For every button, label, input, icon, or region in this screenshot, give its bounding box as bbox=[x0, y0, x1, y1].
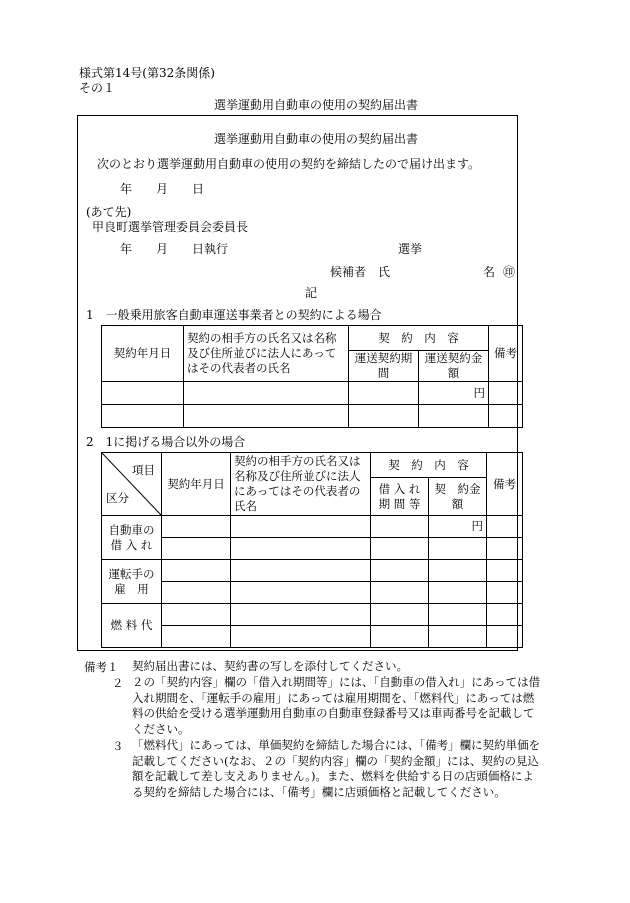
s2-cell bbox=[429, 560, 487, 582]
s1-col-amount: 運送契約金 額 bbox=[419, 351, 489, 382]
s2-cell bbox=[162, 538, 231, 560]
s1-col-remarks: 備考 bbox=[489, 326, 523, 382]
s2-diag-item: 項目 bbox=[132, 463, 155, 477]
s2-cell bbox=[429, 604, 487, 626]
s2-cell bbox=[371, 560, 429, 582]
s2-cell bbox=[487, 560, 523, 582]
s2-row-car: 自動車の借 入 れ bbox=[102, 516, 162, 560]
intro-text: 次のとおり選挙運動用自動車の使用の契約を締結したので届け出ます。 bbox=[97, 157, 481, 171]
s2-cell bbox=[371, 604, 429, 626]
s1-cell bbox=[419, 405, 489, 428]
s2-cell bbox=[371, 582, 429, 604]
ki-mark: 記 bbox=[305, 286, 318, 300]
s2-cell bbox=[231, 538, 371, 560]
s2-cell bbox=[487, 538, 523, 560]
s2-cell bbox=[231, 560, 371, 582]
s2-cell bbox=[487, 626, 523, 648]
form-sub-number: その１ bbox=[79, 81, 116, 95]
s2-cell bbox=[231, 604, 371, 626]
note3-label: ３ bbox=[112, 739, 124, 753]
s2-cell bbox=[231, 516, 371, 538]
s2-cell bbox=[162, 516, 231, 538]
s2-cell bbox=[231, 582, 371, 604]
s2-row-fuel: 燃 料 代 bbox=[102, 604, 162, 648]
s2-cell bbox=[429, 538, 487, 560]
s2-cell bbox=[371, 516, 429, 538]
s2-col-contract: 契 約 内 容 bbox=[371, 453, 487, 478]
s1-col-contract: 契 約 内 容 bbox=[349, 326, 489, 351]
s2-diag-class: 区分 bbox=[106, 491, 129, 505]
section2-heading: 2 1に掲げる場合以外の場合 bbox=[86, 435, 246, 449]
s2-cell bbox=[162, 626, 231, 648]
s2-cell bbox=[371, 538, 429, 560]
s1-cell bbox=[102, 382, 184, 405]
s2-cell bbox=[371, 626, 429, 648]
s1-col-period: 運送契約期 間 bbox=[349, 351, 419, 382]
s1-cell bbox=[349, 405, 419, 428]
note2-label: ２ bbox=[112, 676, 124, 690]
election-label: 選挙 bbox=[398, 242, 423, 256]
election-date: 年 月 日執行 bbox=[120, 242, 229, 256]
addressee: 甲良町選挙管理委員会委員長 bbox=[92, 220, 249, 234]
section1-heading: 1 一般乗用旅客自動車運送事業者との契約による場合 bbox=[86, 308, 382, 322]
name-label: 名 bbox=[483, 265, 496, 279]
section2-table bbox=[101, 452, 523, 648]
s2-row-driver: 運転手の雇 用 bbox=[102, 560, 162, 604]
s2-diagonal-header bbox=[102, 453, 162, 516]
note3-text: 「燃料代」にあっては、単価契約を締結した場合には、「備考」欄に契約単価を記載してください(なお、２の「契約内容」欄の「契約金額」には、契約の見込額を記載して差し支えありません。)。また、燃料を供給する日の店頭価格による契約を締結した場合には、「備考」欄に店頭価格と記載してください。 bbox=[132, 738, 541, 799]
s2-col-date: 契約年月日 bbox=[162, 453, 231, 516]
form-number: 様式第14号(第32条関係) bbox=[79, 66, 215, 80]
s1-col-party: 契約の相手方の氏名又は名称及び住所並びに法人にあってはその代表者の氏名 bbox=[184, 326, 349, 382]
s1-yen: 円 bbox=[419, 382, 489, 405]
s1-cell bbox=[489, 405, 523, 428]
candidate-label: 候補者 氏 bbox=[330, 265, 391, 279]
s2-cell bbox=[162, 560, 231, 582]
s2-cell bbox=[162, 604, 231, 626]
s2-cell bbox=[429, 626, 487, 648]
section1-table bbox=[101, 325, 523, 428]
s2-cell bbox=[231, 626, 371, 648]
note1-label: 備考１ bbox=[84, 660, 119, 674]
s2-cell bbox=[162, 582, 231, 604]
seal-icon: ㊞ bbox=[503, 265, 516, 279]
s2-cell bbox=[429, 582, 487, 604]
s1-cell bbox=[349, 382, 419, 405]
s2-col-remarks: 備考 bbox=[487, 453, 523, 516]
s1-cell bbox=[489, 382, 523, 405]
submission-date: 年 月 日 bbox=[120, 182, 205, 196]
s1-cell bbox=[184, 405, 349, 428]
s2-cell bbox=[487, 582, 523, 604]
s2-col-party: 契約の相手方の氏名又は名称及び住所並びに法人にあってはその代表者の氏名 bbox=[231, 453, 371, 516]
addressee-label: (あて先) bbox=[86, 205, 132, 219]
note2-text: ２の「契約内容」欄の「借入れ期間等」には、「自動車の借入れ」にあっては借入れ期間を、「運転手の雇用」にあっては雇用期間を、「燃料代」にあっては燃料の供給を受ける選挙運動用自動車の自動車登録番号又は車両番号を記載してください。 bbox=[132, 675, 541, 736]
s2-cell bbox=[487, 516, 523, 538]
s1-cell bbox=[102, 405, 184, 428]
form-title: 選挙運動用自動車の使用の契約届出書 bbox=[214, 132, 419, 146]
s2-col-period: 借 入 れ期 間 等 bbox=[371, 478, 429, 516]
s2-col-amount: 契 約金 額 bbox=[429, 478, 487, 516]
s2-cell bbox=[487, 604, 523, 626]
s1-col-date: 契約年月日 bbox=[102, 326, 184, 382]
s2-yen: 円 bbox=[429, 516, 487, 538]
note1-text: 契約届出書には、契約書の写しを添付してください。 bbox=[132, 659, 408, 673]
s1-cell bbox=[184, 382, 349, 405]
outer-title: 選挙運動用自動車の使用の契約届出書 bbox=[214, 98, 419, 112]
